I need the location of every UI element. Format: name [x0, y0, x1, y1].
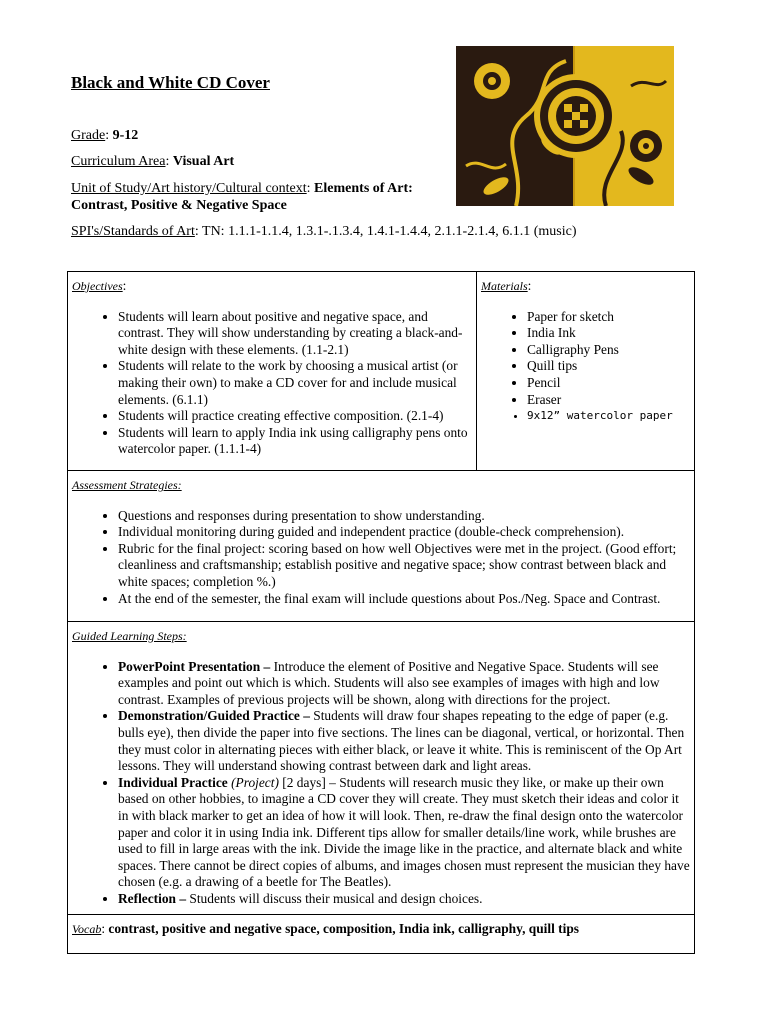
guided-steps-cell: [68, 622, 695, 915]
standards-value: TN: 1.1.1-1.1.4, 1.3.1-.1.3.4, 1.4.1-1.4.4, 2.1.1-2.1.4, 6.1.1 (music): [202, 224, 577, 239]
list-item: • PowerPoint Presentation – Introduce the element of Positive and Negative Space. Students will see examples and point out which is which. Students will also see examples of images with high and low contrast. Examples of previous projects will be shown, along with directions for the project.: [118, 659, 690, 709]
materials-label: Materials: [481, 279, 528, 293]
objectives-list: [72, 309, 472, 458]
unit-value-1: Elements of Art:: [314, 181, 413, 196]
list-item: • Pencil: [527, 375, 690, 392]
standards-label: SPI's/Standards of Art: [71, 224, 195, 239]
list-item: • Students will learn to apply India ink using calligraphy pens onto watercolor paper. (1.1.1-4): [118, 425, 472, 458]
vocab-value: contrast, positive and negative space, composition, India ink, calligraphy, quill tips: [108, 920, 580, 936]
list-item: • Calligraphy Pens: [527, 342, 690, 359]
page-title: Black and White CD Cover: [71, 73, 270, 92]
grade-value: 9-12: [112, 128, 139, 143]
objectives-label: Objectives: [72, 279, 123, 293]
list-item: • Individual monitoring during guided and independent practice (double-check comprehension).: [118, 524, 690, 541]
list-item: • Paper for sketch: [527, 309, 690, 326]
list-item: • India Ink: [527, 325, 690, 342]
list-item: • Eraser: [527, 392, 690, 409]
unit-line: Unit of Study/Art history/Cultural context: Elements of Art: Contrast, Positive & Negative Space: [71, 181, 413, 213]
list-item: • Students will practice creating effective composition. (2.1-4): [118, 408, 472, 425]
list-item: • Individual Practice (Project) [2 days] – Students will research music they like, or make up their own based on other hobbies, to imagine a CD cover they will create. They must sketch their ideas and color it in with black marker to get an idea of how it will look. Then, re-draw the final design onto the watercolor paper and color it in using India ink. Different tips allow for smaller details/line work, while brushes are used to fill in large areas with the ink. Divide the image like in the practice, and alternate black and white spaces. There cannot be direct copies of albums, and images chosen must represent the musician they have chosen (e.g. a drawing of a beetle for The Beatles).: [118, 775, 690, 891]
curriculum-line: Curriculum Area: Visual Art: [71, 154, 235, 169]
materials-list: [481, 309, 690, 425]
standards-line: SPI's/Standards of Art: TN: 1.1.1-1.1.4, 1.3.1-.1.3.4, 1.4.1-1.4.4, 2.1.1-2.1.4, 6.1.1 (music): [71, 224, 577, 239]
grade-label: Grade: [71, 128, 106, 143]
list-item: • Demonstration/Guided Practice – Students will draw four shapes repeating to the edge of paper (e.g. bulls eye), then divide the paper into five sections. The lines can be diagonal, vertical, or horizontal. Then they must color in alternating pieces with either black, or leave it white. This is reminiscent of the Op Art lessons. They will understand showing contrast between dark and light areas.: [118, 708, 690, 774]
list-item: • 9x12” watercolor paper: [527, 408, 690, 425]
curriculum-value: Visual Art: [172, 154, 235, 169]
grade-line: Grade: 9-12: [71, 128, 139, 143]
unit-label: Unit of Study/Art history/Cultural context: [71, 181, 307, 196]
list-item: • Rubric for the final project: scoring based on how well Objectives were met in the project. (Good effort; cleanliness and craftsmanship; establish positive and negative space; show contrast between black and white spaces; completion %.): [118, 541, 690, 591]
list-item: • Questions and responses during presentation to show understanding.: [118, 508, 690, 525]
guided-label: Guided Learning Steps:: [72, 629, 187, 643]
curriculum-label: Curriculum Area: [71, 154, 166, 169]
list-item: • Students will relate to the work by choosing a musical artist (or making their own) to make a CD cover for and include musical elements. (6.1.1): [118, 358, 472, 408]
assessment-cell: [68, 471, 695, 622]
list-item: • Reflection – Students will discuss their musical and design choices.: [118, 891, 690, 908]
guided-list: [72, 659, 690, 908]
vocab-label: Vocab: [72, 921, 102, 936]
unit-value-2: Contrast, Positive & Negative Space: [71, 198, 287, 213]
assessment-list: [72, 508, 690, 608]
sunflower-artwork-image: [456, 46, 674, 206]
list-item: • At the end of the semester, the final exam will include questions about Pos./Neg. Space and Contrast.: [118, 591, 690, 608]
assessment-label: Assessment Strategies:: [72, 478, 182, 492]
lesson-plan-table: [67, 271, 695, 954]
objectives-cell: Objectives: • Students will learn about positive and negative space, and contrast. They will show understanding by creating a black-and-white design with these elements. (1.1-2.1) • Students will relate to the work by choosing a musical artist (or making their own) to make a CD cover for and include musical elements. (6.1.1) • Students will practice creating effective composition. (2.1-4) • Students will learn to apply India ink using calligraphy pens onto watercolor paper. (1.1.1-4): [68, 272, 477, 471]
list-item: • Students will learn about positive and negative space, and contrast. They will show understanding by creating a black-and-white design with these elements. (1.1-2.1): [118, 309, 472, 359]
vocab-cell: Vocab: contrast, positive and negative space, composition, India ink, calligraphy, quill tips: [68, 914, 695, 953]
list-item: • Quill tips: [527, 358, 690, 375]
materials-cell: Materials: • Paper for sketch • India Ink • Calligraphy Pens • Quill tips • Pencil • Eraser • 9x12” watercolor paper: [477, 272, 695, 471]
